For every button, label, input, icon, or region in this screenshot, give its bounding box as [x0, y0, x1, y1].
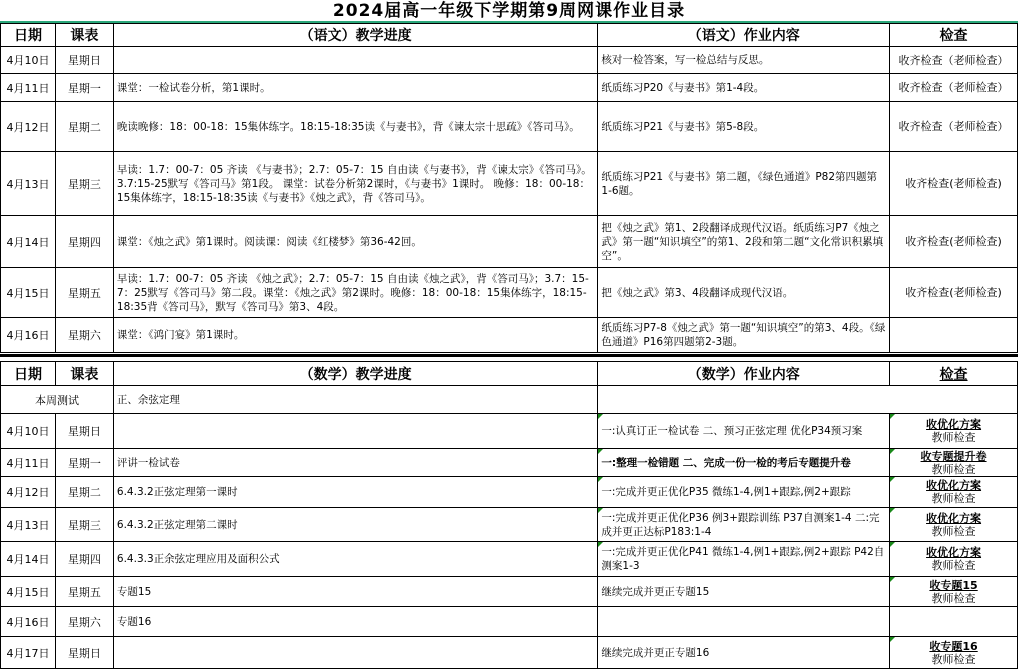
table-row — [1, 216, 1018, 268]
empty-cell — [598, 386, 890, 414]
table-row — [1, 449, 1018, 477]
check-teacher: 教师检查 — [931, 431, 976, 444]
table-row — [1, 637, 1018, 669]
table-row — [1, 607, 1018, 637]
weekday-cell: 星期六 — [55, 607, 113, 637]
header-date: 日期 — [1, 362, 56, 386]
table-row — [1, 74, 1018, 102]
progress-cell: 课堂：一检试卷分析，第1课时。 — [113, 74, 597, 102]
homework-cell: 纸质练习P21《与妻书》第二题，《绿色通道》P82第四题第1-6题。 — [598, 152, 890, 216]
check-collect: 收优化方案 — [926, 418, 982, 431]
weekday-cell: 星期日 — [55, 637, 113, 669]
page-title: 2024届高一年级下学期第9周网课作业目录 — [332, 1, 686, 21]
check-cell — [890, 449, 1018, 477]
weekday-cell: 星期一 — [55, 74, 113, 102]
weekday-cell: 星期五 — [55, 268, 113, 318]
progress-cell: 6.4.3.2正弦定理第二课时 — [113, 508, 597, 542]
table-row — [1, 477, 1018, 508]
check-cell — [890, 577, 1018, 607]
table-row — [1, 542, 1018, 577]
homework-cell: 一:完成并更正优化P36 例3+跟踪训练 P37自测案1-4 二:完成并更正达标P183:1-4 — [598, 508, 890, 542]
homework-cell: 一:整理一检错题 二、完成一份一检的考后专题提升卷 — [598, 449, 890, 477]
check-collect: 收优化方案 — [926, 511, 982, 525]
check-cell — [890, 637, 1018, 669]
progress-cell: 评讲一检试卷 — [113, 449, 597, 477]
weekday-cell: 星期五 — [55, 577, 113, 607]
check-cell — [890, 318, 1018, 353]
chinese-schedule-table — [0, 23, 1018, 353]
header-check: 检查 — [890, 24, 1018, 47]
weekday-cell: 星期二 — [55, 102, 113, 152]
check-cell: 收齐检查（老师检查） — [890, 74, 1018, 102]
weekday-cell: 星期四 — [55, 216, 113, 268]
date-cell: 4月14日 — [1, 216, 56, 268]
check-teacher: 教师检查 — [931, 559, 976, 572]
header-progress: （数学）教学进度 — [113, 362, 597, 386]
header-homework: （数学）作业内容 — [598, 362, 890, 386]
weekday-cell: 星期三 — [55, 508, 113, 542]
check-teacher: 教师检查 — [931, 492, 976, 505]
weekday-cell: 星期三 — [55, 152, 113, 216]
check-cell — [890, 414, 1018, 449]
header-homework: （语文）作业内容 — [598, 24, 890, 47]
date-cell: 4月17日 — [1, 637, 56, 669]
progress-cell: 6.4.3.3正余弦定理应用及面积公式 — [113, 542, 597, 577]
date-cell: 4月15日 — [1, 268, 56, 318]
progress-cell: 早读：1.7：00-7：05 齐读 《烛之武》；2.7：05-7：15 自由读《烛之武》，背《答司马》；3.7：15-7：25默写《答司马》第二段。课堂：《烛之武》第2课时。晚修：18：00-18：15集体练字，18:15-18:35背《答司马》，默写《答司马》第3、4段。 — [113, 268, 597, 318]
check-cell: 收齐检查（老师检查） — [890, 47, 1018, 74]
date-cell: 4月12日 — [1, 477, 56, 508]
date-cell: 4月12日 — [1, 102, 56, 152]
weekday-cell: 星期日 — [55, 414, 113, 449]
table-row — [1, 577, 1018, 607]
check-cell: 收齐检查(老师检查) — [890, 268, 1018, 318]
date-cell: 4月10日 — [1, 414, 56, 449]
homework-cell: 纸质练习P7-8《烛之武》第一题“知识填空”的第3、4段。《绿色通道》P16第四题第2-3题。 — [598, 318, 890, 353]
table-header-row — [1, 362, 1018, 386]
homework-cell: 继续完成并更正专题15 — [598, 577, 890, 607]
check-cell — [890, 607, 1018, 637]
weekday-cell: 星期日 — [55, 47, 113, 74]
homework-cell: 把《烛之武》第1、2段翻译成现代汉语。纸质练习P7《烛之武》第一题“知识填空”的第1、2段和第二题“文化常识积累填空”。 — [598, 216, 890, 268]
check-cell: 收齐检查(老师检查) — [890, 216, 1018, 268]
table-row — [1, 102, 1018, 152]
progress-cell: 课堂：《烛之武》第1课时。阅读课：阅读《红楼梦》第36-42回。 — [113, 216, 597, 268]
progress-cell — [113, 414, 597, 449]
table-row — [1, 414, 1018, 449]
check-collect: 收优化方案 — [926, 479, 982, 492]
homework-cell: 纸质练习P20《与妻书》第1-4段。 — [598, 74, 890, 102]
weekly-test-content: 正、余弦定理 — [113, 386, 597, 414]
table-row — [1, 318, 1018, 353]
check-cell — [890, 508, 1018, 542]
table-row — [1, 152, 1018, 216]
header-date: 日期 — [1, 24, 56, 47]
empty-cell — [890, 386, 1018, 414]
table-row — [1, 268, 1018, 318]
progress-cell — [113, 637, 597, 669]
check-cell: 收齐检查(老师检查) — [890, 152, 1018, 216]
date-cell: 4月10日 — [1, 47, 56, 74]
homework-cell: 一:完成并更正优化P35 微练1-4,例1+跟踪,例2+跟踪 — [598, 477, 890, 508]
progress-cell: 专题15 — [113, 577, 597, 607]
math-schedule-table — [0, 361, 1018, 669]
check-teacher: 教师检查 — [931, 524, 976, 538]
check-collect: 收专题提升卷 — [920, 449, 987, 463]
check-collect: 收专题16 — [929, 639, 978, 653]
date-cell: 4月16日 — [1, 607, 56, 637]
weekday-cell: 星期六 — [55, 318, 113, 353]
check-teacher: 教师检查 — [931, 591, 976, 605]
check-cell: 收齐检查（老师检查） — [890, 102, 1018, 152]
date-cell: 4月11日 — [1, 74, 56, 102]
table-row — [1, 47, 1018, 74]
date-cell: 4月13日 — [1, 152, 56, 216]
section-divider — [0, 354, 1018, 357]
date-cell: 4月11日 — [1, 449, 56, 477]
homework-cell: 一:完成并更正优化P41 微练1-4,例1+跟踪,例2+跟踪 P42自测案1-3 — [598, 542, 890, 577]
table-header-row — [1, 24, 1018, 47]
date-cell: 4月13日 — [1, 508, 56, 542]
header-progress: （语文）教学进度 — [113, 24, 597, 47]
check-teacher: 教师检查 — [931, 462, 976, 476]
weekday-cell: 星期四 — [55, 542, 113, 577]
homework-cell: 一:认真订正一检试卷 二、预习正弦定理 优化P34预习案 — [598, 414, 890, 449]
weekly-test-label: 本周测试 — [1, 386, 114, 414]
homework-cell: 继续完成并更正专题16 — [598, 637, 890, 669]
date-cell: 4月15日 — [1, 577, 56, 607]
header-week: 课表 — [55, 24, 113, 47]
progress-cell — [113, 47, 597, 74]
homework-cell: 纸质练习P21《与妻书》第5-8段。 — [598, 102, 890, 152]
progress-cell: 6.4.3.2正弦定理第一课时 — [113, 477, 597, 508]
weekly-test-row — [1, 386, 1018, 414]
date-cell: 4月16日 — [1, 318, 56, 353]
date-cell: 4月14日 — [1, 542, 56, 577]
check-cell — [890, 477, 1018, 508]
check-cell — [890, 542, 1018, 577]
progress-cell: 晚读晚修：18：00-18：15集体练字。18:15-18:35读《与妻书》，背《谏太宗十思疏》《答司马》。 — [113, 102, 597, 152]
homework-cell — [598, 607, 890, 637]
homework-cell: 把《烛之武》第3、4段翻译成现代汉语。 — [598, 268, 890, 318]
progress-cell: 课堂：《鸿门宴》第1课时。 — [113, 318, 597, 353]
homework-cell: 核对一检答案，写一检总结与反思。 — [598, 47, 890, 74]
weekday-cell: 星期一 — [55, 449, 113, 477]
weekday-cell: 星期二 — [55, 477, 113, 508]
check-collect: 收优化方案 — [926, 546, 982, 559]
header-week: 课表 — [55, 362, 113, 386]
header-check: 检查 — [890, 362, 1018, 386]
progress-cell: 专题16 — [113, 607, 597, 637]
progress-cell: 早读：1.7：00-7：05 齐读 《与妻书》；2.7：05-7：15 自由读《与妻书》，背《谏太宗》《答司马》。 3.7:15-25默写《答司马》第1段。 课堂：试卷分析第2课时，《与妻书》1课时。 晚修：18：00-18：15集体练字，18:15-18:35读《与妻书》《烛之武》，背《答司马》。 — [113, 152, 597, 216]
check-collect: 收专题15 — [929, 578, 978, 592]
table-row — [1, 508, 1018, 542]
check-teacher: 教师检查 — [931, 652, 976, 666]
